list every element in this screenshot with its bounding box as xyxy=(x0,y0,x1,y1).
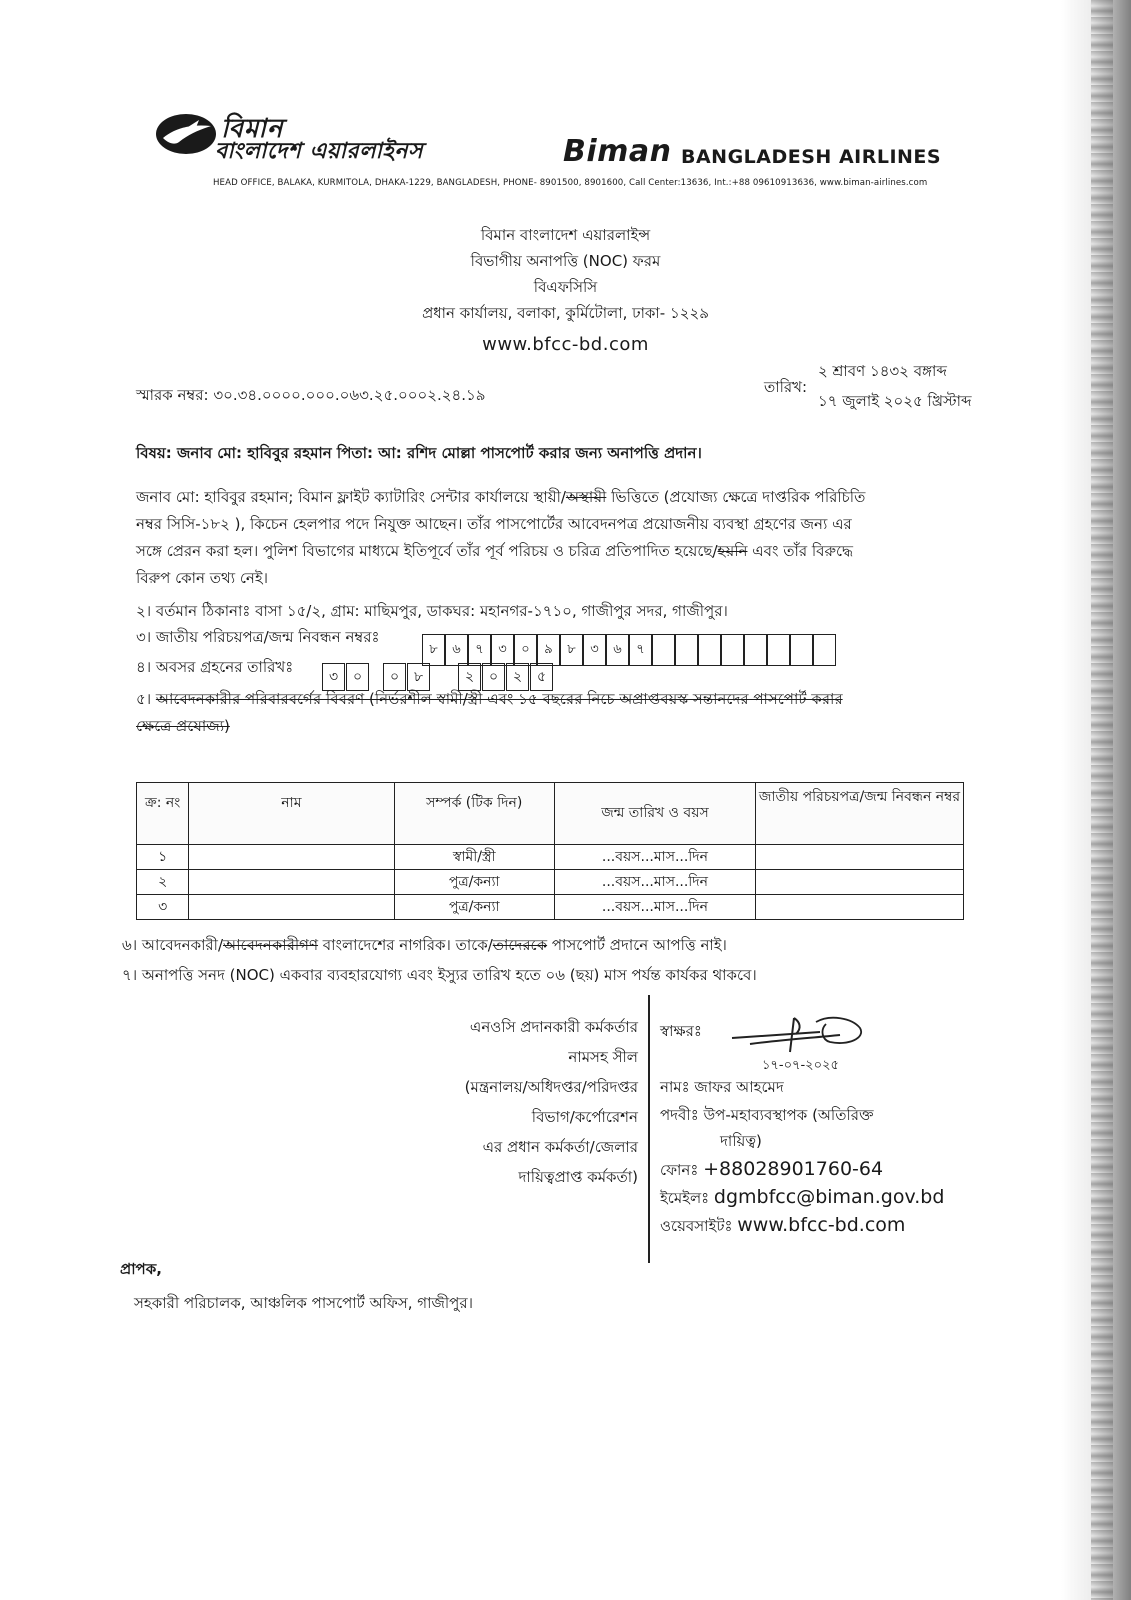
item-5-struck-2: ক্ষেত্রে প্রযোজ্য) xyxy=(136,717,230,735)
row-name[interactable] xyxy=(189,870,394,895)
email-address[interactable]: dgmbfcc@biman.gov.bd xyxy=(713,1186,945,1208)
row-serial: ৩ xyxy=(137,895,189,920)
nid-digits-box[interactable] xyxy=(652,634,675,666)
p1-text-b: ভিত্তিতে (প্রযোজ্য ক্ষেত্রে দাপ্তরিক পরিচিতি xyxy=(606,488,866,506)
retire-month-box[interactable]: ০ xyxy=(383,663,406,691)
table-row xyxy=(137,870,964,895)
signatory-designation-2: দায়িত্ব) xyxy=(720,1132,762,1150)
issuer-left-block xyxy=(380,1012,638,1192)
issuer-line: (মন্ত্রনালয়/অধিদপ্তর/পরিদপ্তর xyxy=(464,1078,638,1096)
col-nid: জাতীয় পরিচয়পত্র/জন্ম নিবন্ধন নম্বর xyxy=(755,783,963,845)
p1-line-3b: এবং তাঁর বিরুদ্ধে xyxy=(747,542,854,560)
row-nid[interactable] xyxy=(755,845,963,870)
date-gregorian: ১৭ জুলাই ২০২৫ খ্রিস্টাব্দ xyxy=(818,392,972,410)
row-relation[interactable]: স্বামী/স্ত্রী xyxy=(394,845,554,870)
col-serial: ক্র: নং xyxy=(137,783,189,845)
handwritten-signature xyxy=(730,1008,890,1058)
col-name: নাম xyxy=(189,783,394,845)
logo-bangla-biman: বিমান xyxy=(221,114,284,144)
nid-digits-box[interactable] xyxy=(790,634,813,666)
col-relation: সম্পর্ক (টিক দিন) xyxy=(394,783,554,845)
phone-label: ফোনঃ xyxy=(660,1161,699,1179)
heading-unit: বিএফসিসি xyxy=(533,278,598,296)
nid-digits-box[interactable]: ৭ xyxy=(629,634,652,666)
email-label: ইমেইলঃ xyxy=(660,1189,710,1207)
signature-date: ১৭-০৭-২০২৫ xyxy=(762,1058,839,1073)
item-6-text-b: বাংলাদেশের নাগরিক। তাকে/ xyxy=(318,936,493,954)
logo-english-airlines: BANGLADESH AIRLINES xyxy=(681,146,942,168)
table-row xyxy=(137,845,964,870)
issuer-line: বিভাগ/কর্পোরেশন xyxy=(531,1108,638,1126)
letterhead xyxy=(155,112,985,202)
item-6-text-c: পাসপোর্ট প্রদানে আপত্তি নাই। xyxy=(547,936,727,954)
item-6-struck-1: আবেদনকারীগণ xyxy=(223,936,319,954)
signatory-designation-1: পদবীঃ উপ-মহাব্যবস্থাপক (অতিরিক্ত xyxy=(660,1106,874,1124)
item-2-address: ২। বর্তমান ঠিকানাঃ বাসা ১৫/২, গ্রাম: মাছিমপুর, ডাকঘর: মহানগর-১৭১০, গাজীপুর সদর, গাজীপুর। xyxy=(136,602,728,620)
item-7-validity: ৭। অনাপত্তি সনদ (NOC) একবার ব্যবহারযোগ্য এবং ইস্যুর তারিখ হতে ০৬ (ছয়) মাস পর্যন্ত কার্যকর থাকবে। xyxy=(122,966,757,984)
nid-digits-box[interactable] xyxy=(675,634,698,666)
row-serial: ১ xyxy=(137,845,189,870)
row-serial: ২ xyxy=(137,870,189,895)
item-3-label: ৩। জাতীয় পরিচয়পত্র/জন্ম নিবন্ধন নম্বরঃ xyxy=(136,628,380,646)
heading-form-title: বিভাগীয় অনাপত্তি (NOC) ফরম xyxy=(470,252,661,270)
item-4-label: ৪। অবসর গ্রহনের তারিখঃ xyxy=(136,658,294,676)
website-link[interactable]: www.bfcc-bd.com xyxy=(737,1214,906,1236)
nid-digits-box[interactable] xyxy=(767,634,790,666)
retire-year-box[interactable]: ০ xyxy=(482,663,505,691)
row-nid[interactable] xyxy=(755,870,963,895)
issuer-divider xyxy=(648,995,650,1263)
row-dob[interactable]: ...বয়স...মাস...দিন xyxy=(554,870,755,895)
memo-value: ৩০.৩৪.০০০০.০০০.০৬৩.২৫.০০০২.২৪.১৯ xyxy=(213,386,486,404)
nid-digits-box[interactable] xyxy=(721,634,744,666)
row-name[interactable] xyxy=(189,845,394,870)
nid-digits-box[interactable]: ৭ xyxy=(468,634,491,666)
phone-line xyxy=(660,1158,883,1184)
nid-digits-box[interactable]: ৩ xyxy=(491,634,514,666)
retire-year-box[interactable]: ২ xyxy=(506,663,529,691)
date-label: তারিখ: xyxy=(764,378,808,396)
row-relation[interactable]: পুত্র/কন্যা xyxy=(394,895,554,920)
item-6-text-a: ৬। আবেদনকারী/ xyxy=(122,936,224,954)
issuer-line: দায়িত্বপ্রাপ্ত কর্মকর্তা) xyxy=(518,1168,638,1186)
row-nid[interactable] xyxy=(755,895,963,920)
biman-bird-logo-icon xyxy=(155,112,217,156)
memo-number xyxy=(136,384,485,409)
p1-struck-word: অস্থায়ী xyxy=(565,488,607,506)
issuer-line: এনওসি প্রদানকারী কর্মকর্তার xyxy=(469,1018,638,1036)
item-5-struck-1: আবেদনকারীর পরিবারবর্গের বিবরণ (নির্ভরশীল স্বামী/স্ত্রী এবং ১৫ বছরের নিচে অপ্রাপ্তবয়স্ক সন্তানদের পাসপোর্ট করার xyxy=(155,690,843,708)
retire-year-box[interactable]: ৫ xyxy=(530,663,553,691)
table-row xyxy=(137,895,964,920)
phone-number: +88028901760-64 xyxy=(703,1158,884,1180)
row-relation[interactable]: পুত্র/কন্যা xyxy=(394,870,554,895)
nid-digit-grid xyxy=(422,634,836,666)
subject-line: বিষয়: জনাব মো: হাবিবুর রহমান পিতা: আ: রশিদ মোল্লা পাসপোর্ট করার জন্য অনাপত্তি প্রদান। xyxy=(136,444,702,462)
row-dob[interactable]: ...বয়স...মাস...দিন xyxy=(554,845,755,870)
retire-day-box[interactable]: ০ xyxy=(346,663,369,691)
p1-line-3-struck: হয়নি xyxy=(717,542,748,560)
recipient-label: প্রাপক, xyxy=(120,1260,162,1278)
nid-digits-box[interactable] xyxy=(744,634,767,666)
memo-label: স্মারক নম্বর: xyxy=(136,386,209,404)
heading-address: প্রধান কার্যালয়, বলাকা, কুর্মিটোলা, ঢাকা- ১২২৯ xyxy=(422,304,709,322)
issuer-line: নামসহ সীল xyxy=(568,1048,638,1066)
table-header-row xyxy=(137,783,964,845)
nid-digits-box[interactable]: ৮ xyxy=(422,634,445,666)
signatory-name: নামঃ জাফর আহমেদ xyxy=(660,1078,784,1096)
item-5-family xyxy=(136,686,966,740)
logo-bangla-airlines: বাংলাদেশ এয়ারলাইনস xyxy=(215,139,423,164)
nid-digits-box[interactable]: ৮ xyxy=(560,634,583,666)
family-table xyxy=(136,782,964,920)
row-name[interactable] xyxy=(189,895,394,920)
row-dob[interactable]: ...বয়স...মাস...দিন xyxy=(554,895,755,920)
nid-digits-box[interactable]: ৩ xyxy=(583,634,606,666)
body-paragraph-1 xyxy=(136,484,976,592)
p1-line-3a: সঙ্গে প্রেরন করা হল। পুলিশ বিভাগের মাধ্যমে ইতিপূর্বে তাঁর পূর্ব পরিচয় ও চরিত্র প্রতিপাদিত হয়েছে/ xyxy=(136,542,718,560)
item-6-citizenship xyxy=(122,932,727,959)
nid-digits-box[interactable]: ৬ xyxy=(445,634,468,666)
item-6-struck-2: তাদেরকে xyxy=(492,936,548,954)
retire-day-box[interactable]: ৩ xyxy=(322,663,345,691)
signature-label: স্বাক্ষরঃ xyxy=(660,1022,702,1040)
nid-digits-box[interactable] xyxy=(813,634,836,666)
retire-month-box[interactable]: ৮ xyxy=(407,663,430,691)
issuer-line: এর প্রধান কর্মকর্তা/জেলার xyxy=(482,1138,638,1156)
heading-website: www.bfcc-bd.com xyxy=(482,334,649,355)
logo-english-biman: Biman xyxy=(563,134,672,169)
nid-digits-box[interactable] xyxy=(698,634,721,666)
head-office-address: HEAD OFFICE, BALAKA, KURMITOLA, DHAKA-1229, BANGLADESH, PHONE- 8901500, 8901600, Call Center:13636, Int.:+88 09610913636, www.biman-airlines.com xyxy=(213,178,928,188)
nid-digits-box[interactable]: ৬ xyxy=(606,634,629,666)
p1-line-4: বিরুপ কোন তথ্য নেই। xyxy=(136,569,269,587)
website-line xyxy=(660,1214,905,1240)
date-bangla: ২ শ্রাবণ ১৪৩২ বঙ্গাব্দ xyxy=(818,362,947,380)
email-line xyxy=(660,1186,944,1212)
col-dob-age: জন্ম তারিখ ও বয়স xyxy=(554,783,755,845)
item-5-number: ৫। xyxy=(136,690,156,708)
recipient-address: সহকারী পরিচালক, আঞ্চলিক পাসপোর্ট অফিস, গাজীপুর। xyxy=(134,1294,473,1312)
retire-year-box[interactable]: ২ xyxy=(458,663,481,691)
heading-org: বিমান বাংলাদেশ এয়ারলাইন্স xyxy=(480,226,651,244)
p1-text-a: জনাব মো: হাবিবুর রহমান; বিমান ফ্লাইট ক্যাটারিং সেন্টার কার্যালয়ে স্থায়ী/ xyxy=(136,488,566,506)
website-label: ওয়েবসাইটঃ xyxy=(660,1217,733,1235)
nid-digits-box[interactable]: ০ xyxy=(514,634,537,666)
nid-digits-box[interactable]: ৯ xyxy=(537,634,560,666)
p1-line-2: নম্বর সিসি-১৮২ ), কিচেন হেলপার পদে নিযুক্ত আছেন। তাঁর পাসপোর্টের আবেদনপত্র প্রয়োজনীয় ব্যবস্থা গ্রহণের জন্য এর xyxy=(136,515,852,533)
